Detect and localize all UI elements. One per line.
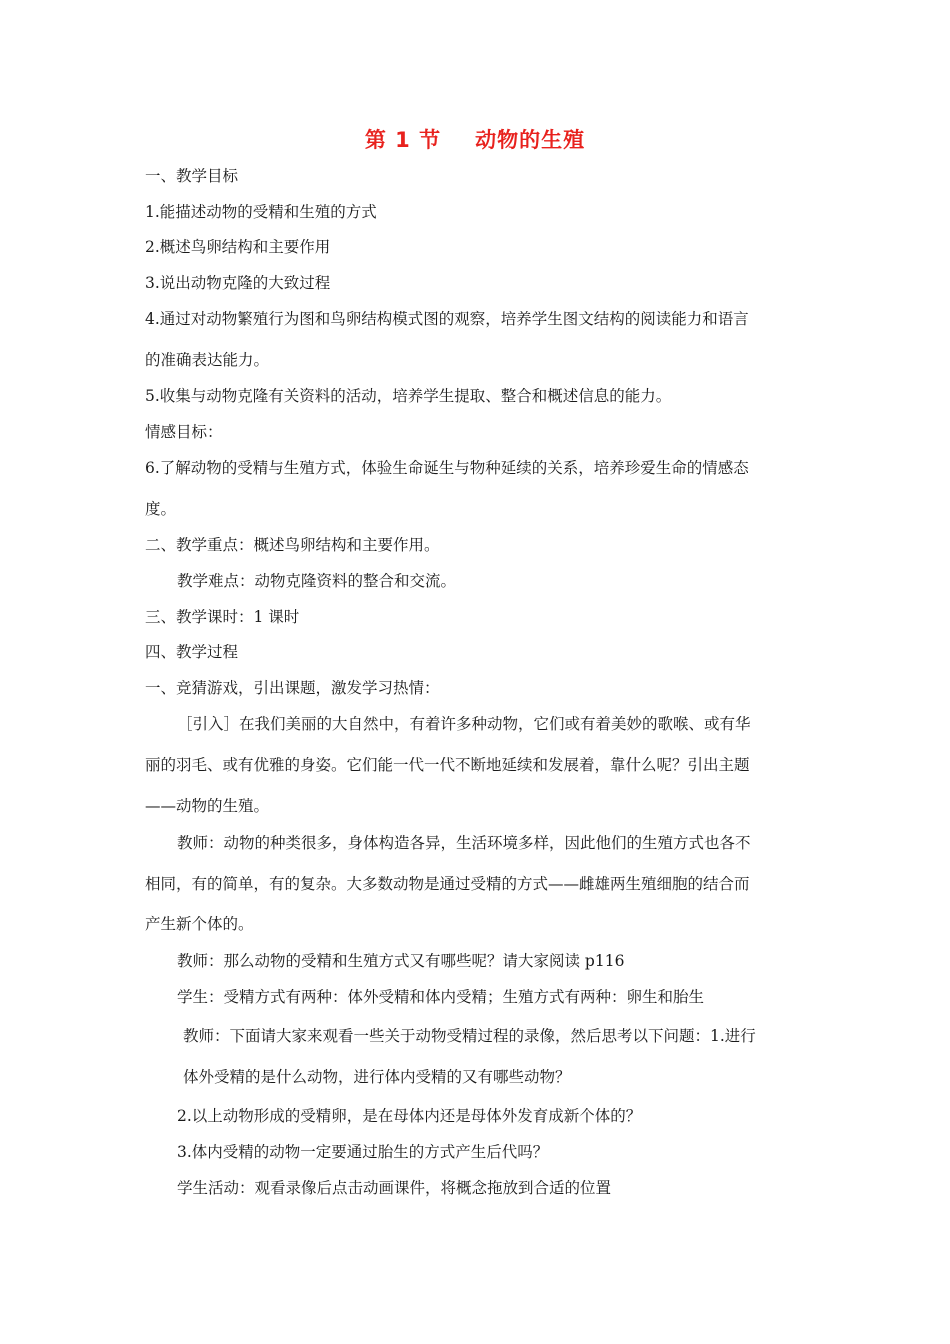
goal-item-1: 1.能描述动物的受精和生殖的方式	[145, 203, 377, 221]
goal-item-2: 2.概述鸟卵结构和主要作用	[145, 238, 331, 256]
teacher-paragraph-line-2: 相同，有的简单，有的复杂。大多数动物是通过受精的方式——雌雄两生殖细胞的结合而	[145, 875, 750, 893]
teacher-video-instruction-line-2: 体外受精的是什么动物，进行体内受精的又有哪些动物？	[183, 1068, 571, 1086]
heading-teaching-goals: 一、教学目标	[145, 167, 239, 185]
heading-class-hours: 三、教学课时：1 课时	[145, 608, 300, 626]
heading-key-points: 二、教学重点：概述鸟卵结构和主要作用。	[145, 536, 440, 554]
goal-item-6: 6.了解动物的受精与生殖方式，体验生命诞生与物种延续的关系，培养珍爱生命的情感态	[145, 459, 749, 477]
teacher-video-instruction-line-1: 教师：下面请大家来观看一些关于动物受精过程的录像，然后思考以下问题：1.进行	[183, 1027, 756, 1045]
teacher-paragraph-line-1: 教师：动物的种类很多，身体构造各异，生活环境多样，因此他们的生殖方式也各不	[177, 834, 751, 852]
page-title	[0, 124, 950, 154]
student-answer: 学生：受精方式有两种：体外受精和体内受精；生殖方式有两种：卵生和胎生	[177, 988, 705, 1006]
goal-item-4: 4.通过对动物繁殖行为图和鸟卵结构模式图的观察，培养学生图文结构的阅读能力和语言	[145, 310, 749, 328]
teacher-question: 教师：那么动物的受精和生殖方式又有哪些呢？请大家阅读 p116	[177, 952, 625, 970]
student-activity: 学生活动：观看录像后点击动画课件，将概念拖放到合适的位置	[177, 1179, 612, 1197]
intro-paragraph-line-3: ——动物的生殖。	[145, 797, 270, 815]
goal-item-5: 5.收集与动物克隆有关资料的活动，培养学生提取、整合和概述信息的能力。	[145, 387, 672, 405]
goal-item-6-cont: 度。	[145, 500, 177, 518]
heading-teaching-process: 四、教学过程	[145, 643, 239, 661]
heading-emotional-goals: 情感目标：	[145, 423, 223, 441]
goal-item-4-cont: 的准确表达能力。	[145, 351, 270, 369]
intro-paragraph-line-1: ［引入］在我们美丽的大自然中，有着许多种动物，它们或有着美妙的歌喉、或有华	[177, 715, 751, 733]
title-topic: 动物的生殖	[475, 128, 586, 152]
process-step-1: 一、竞猜游戏，引出课题，激发学习热情：	[145, 679, 440, 697]
question-2: 2.以上动物形成的受精卵，是在母体内还是母体外发育成新个体的？	[177, 1107, 642, 1125]
teacher-paragraph-line-3: 产生新个体的。	[145, 915, 254, 933]
intro-paragraph-line-2: 丽的羽毛、或有优雅的身姿。它们能一代一代不断地延续和发展着，靠什么呢？引出主题	[145, 756, 750, 774]
question-3: 3.体内受精的动物一定要通过胎生的方式产生后代吗？	[177, 1143, 549, 1161]
goal-item-3: 3.说出动物克隆的大致过程	[145, 274, 331, 292]
difficult-points: 教学难点：动物克隆资料的整合和交流。	[177, 572, 457, 590]
title-section-number: 第 1 节	[364, 128, 442, 152]
